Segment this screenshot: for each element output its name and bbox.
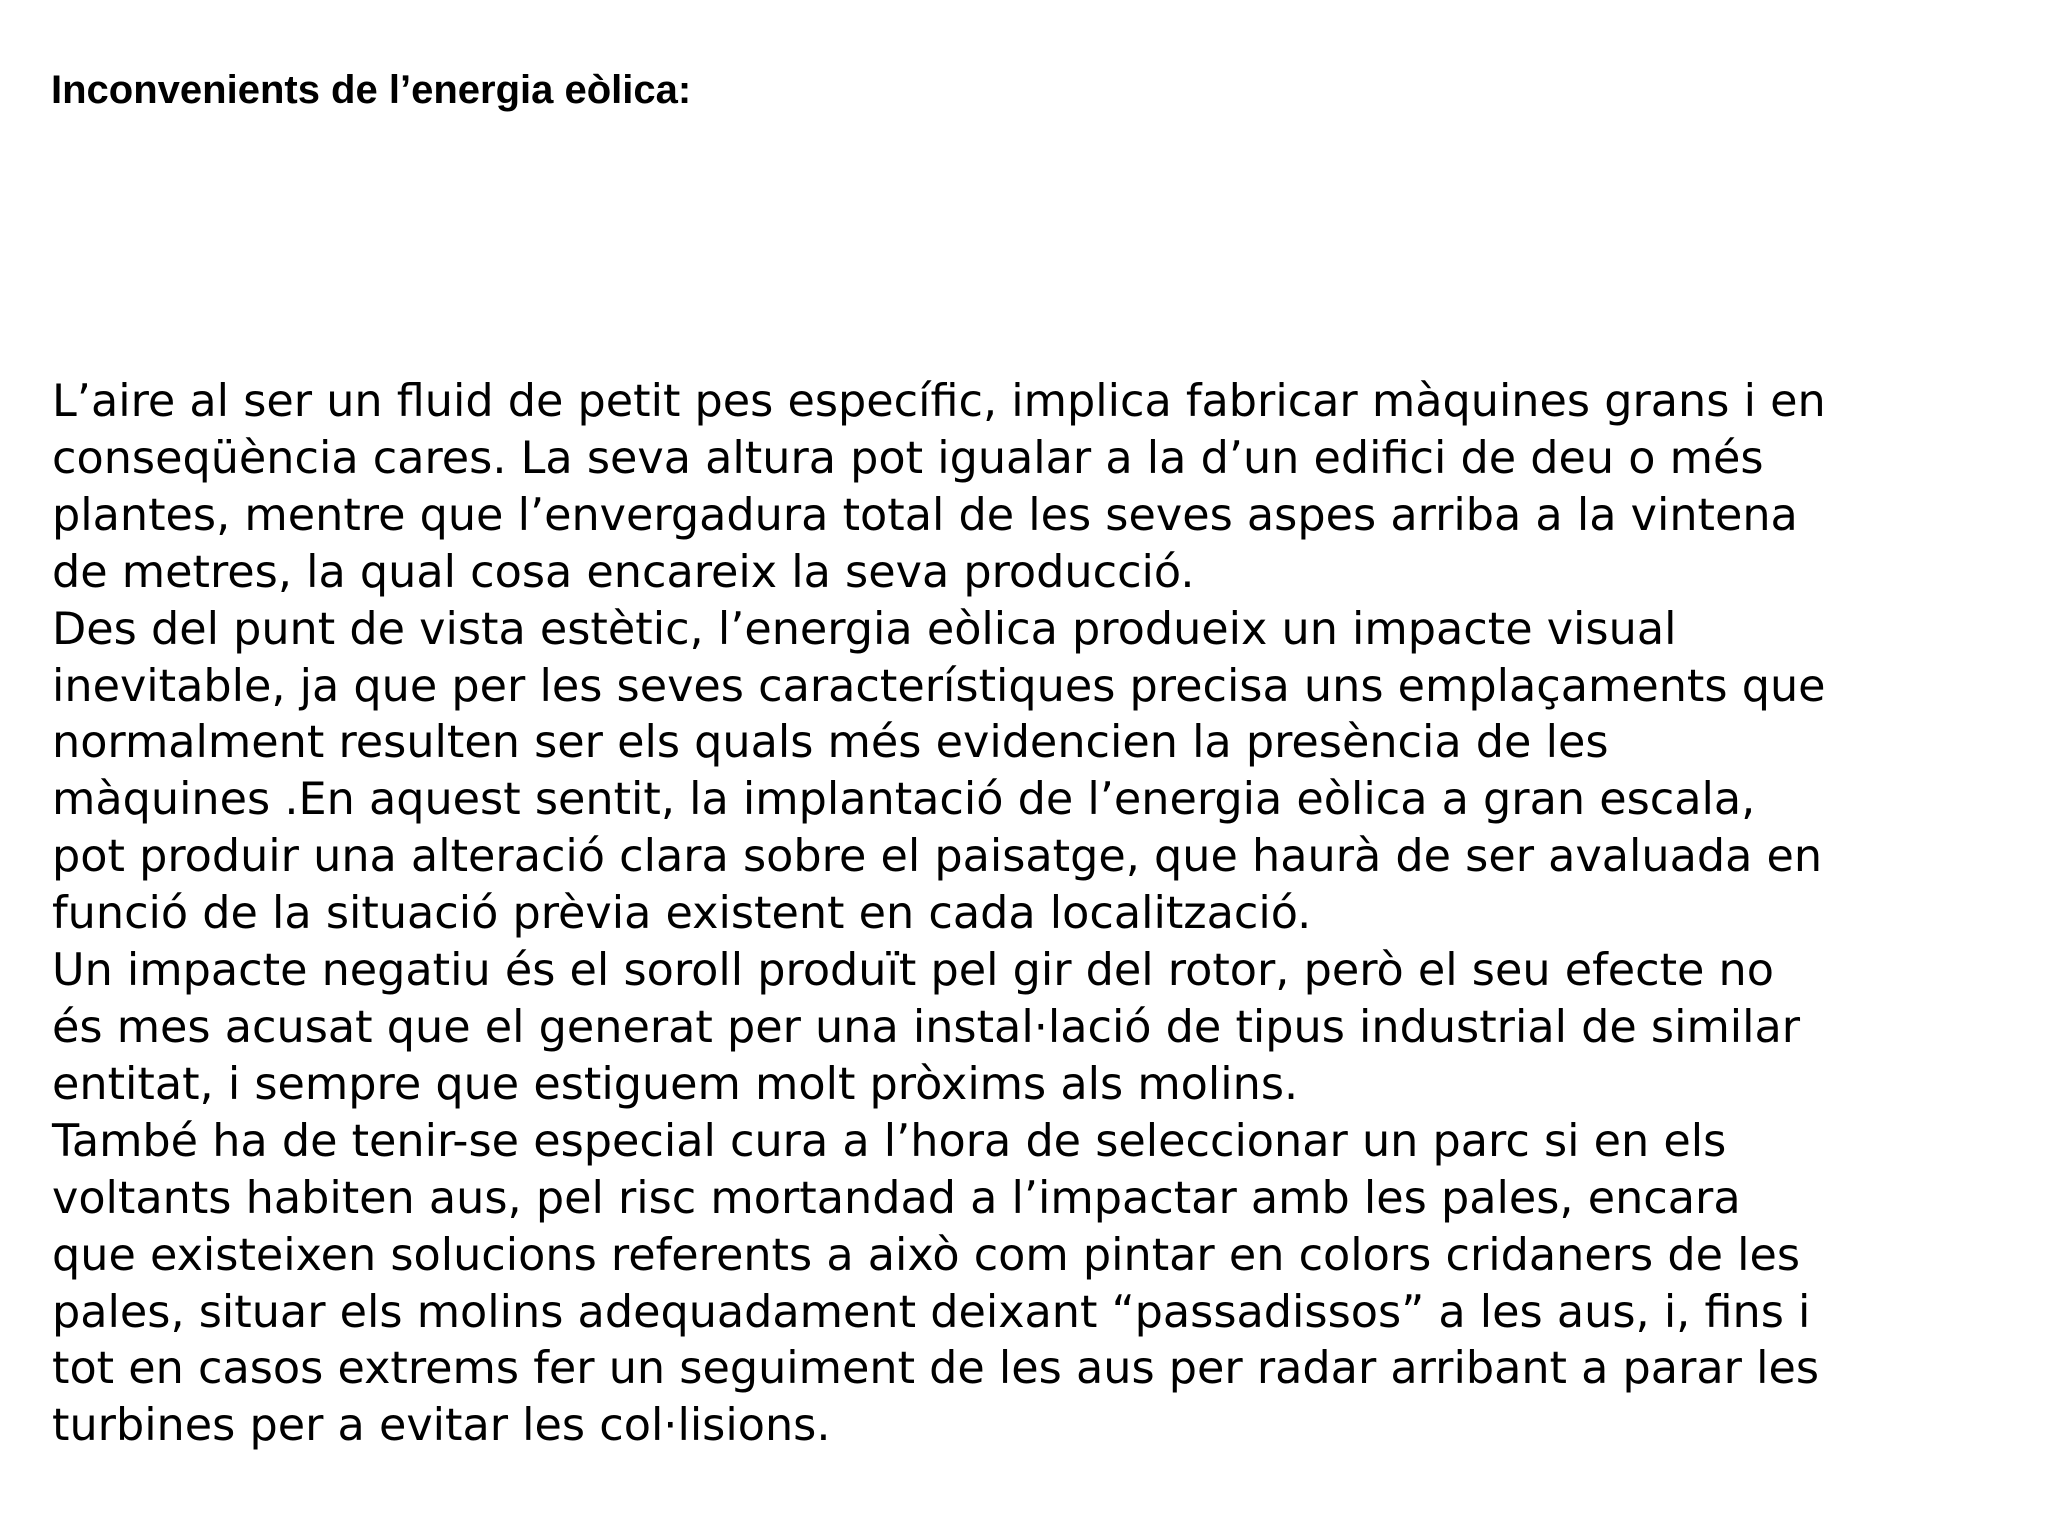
body-line: pot produir una alteració clara sobre el paisatge, que haurà de ser avaluada en [52,831,1823,883]
body-line: que existeixen solucions referents a això com pintar en colors cridaners de les [52,1229,1801,1281]
body-line: plantes, mentre que l’envergadura total de les seves aspes arriba a la vintena [52,489,1798,541]
body-line: entitat, i sempre que estiguem molt pròxims als molins. [52,1058,1299,1110]
body-line: és mes acusat que el generat per una instal·lació de tipus industrial de similar [52,1001,1801,1053]
body-line: pales, situar els molins adequadament deixant “passadissos” a les aus, i, fins i [52,1286,1811,1338]
body-line: Un impacte negatiu és el soroll produït pel gir del rotor, però el seu efecte no [52,945,1774,997]
body-line: normalment resulten ser els quals més evidencien la presència de les [52,717,1609,769]
body-text [52,374,2012,1455]
slide-title: Inconvenients de l’energia eòlica: [51,68,692,112]
body-line: tot en casos extrems fer un seguiment de les aus per radar arribant a parar les [52,1343,1820,1395]
body-line: voltants habiten aus, pel risc mortandad a l’impactar amb les pales, encara [52,1172,1741,1224]
body-line: També ha de tenir-se especial cura a l’hora de seleccionar un parc si en els [52,1115,1727,1167]
body-line: conseqüència cares. La seva altura pot igualar a la d’un edifici de deu o més [52,432,1764,484]
body-line: màquines .En aquest sentit, la implantació de l’energia eòlica a gran escala, [52,774,1756,826]
body-line: Des del punt de vista estètic, l’energia eòlica produeix un impacte visual [52,603,1677,655]
body-line: funció de la situació prèvia existent en cada localització. [52,888,1312,940]
body-line: inevitable, ja que per les seves característiques precisa uns emplaçaments que [52,660,1826,712]
body-line: L’aire al ser un fluid de petit pes específic, implica fabricar màquines grans i en [52,376,1826,427]
body-line: de metres, la qual cosa encareix la seva producció. [52,546,1195,598]
body-line: turbines per a evitar les col·lisions. [52,1400,831,1452]
